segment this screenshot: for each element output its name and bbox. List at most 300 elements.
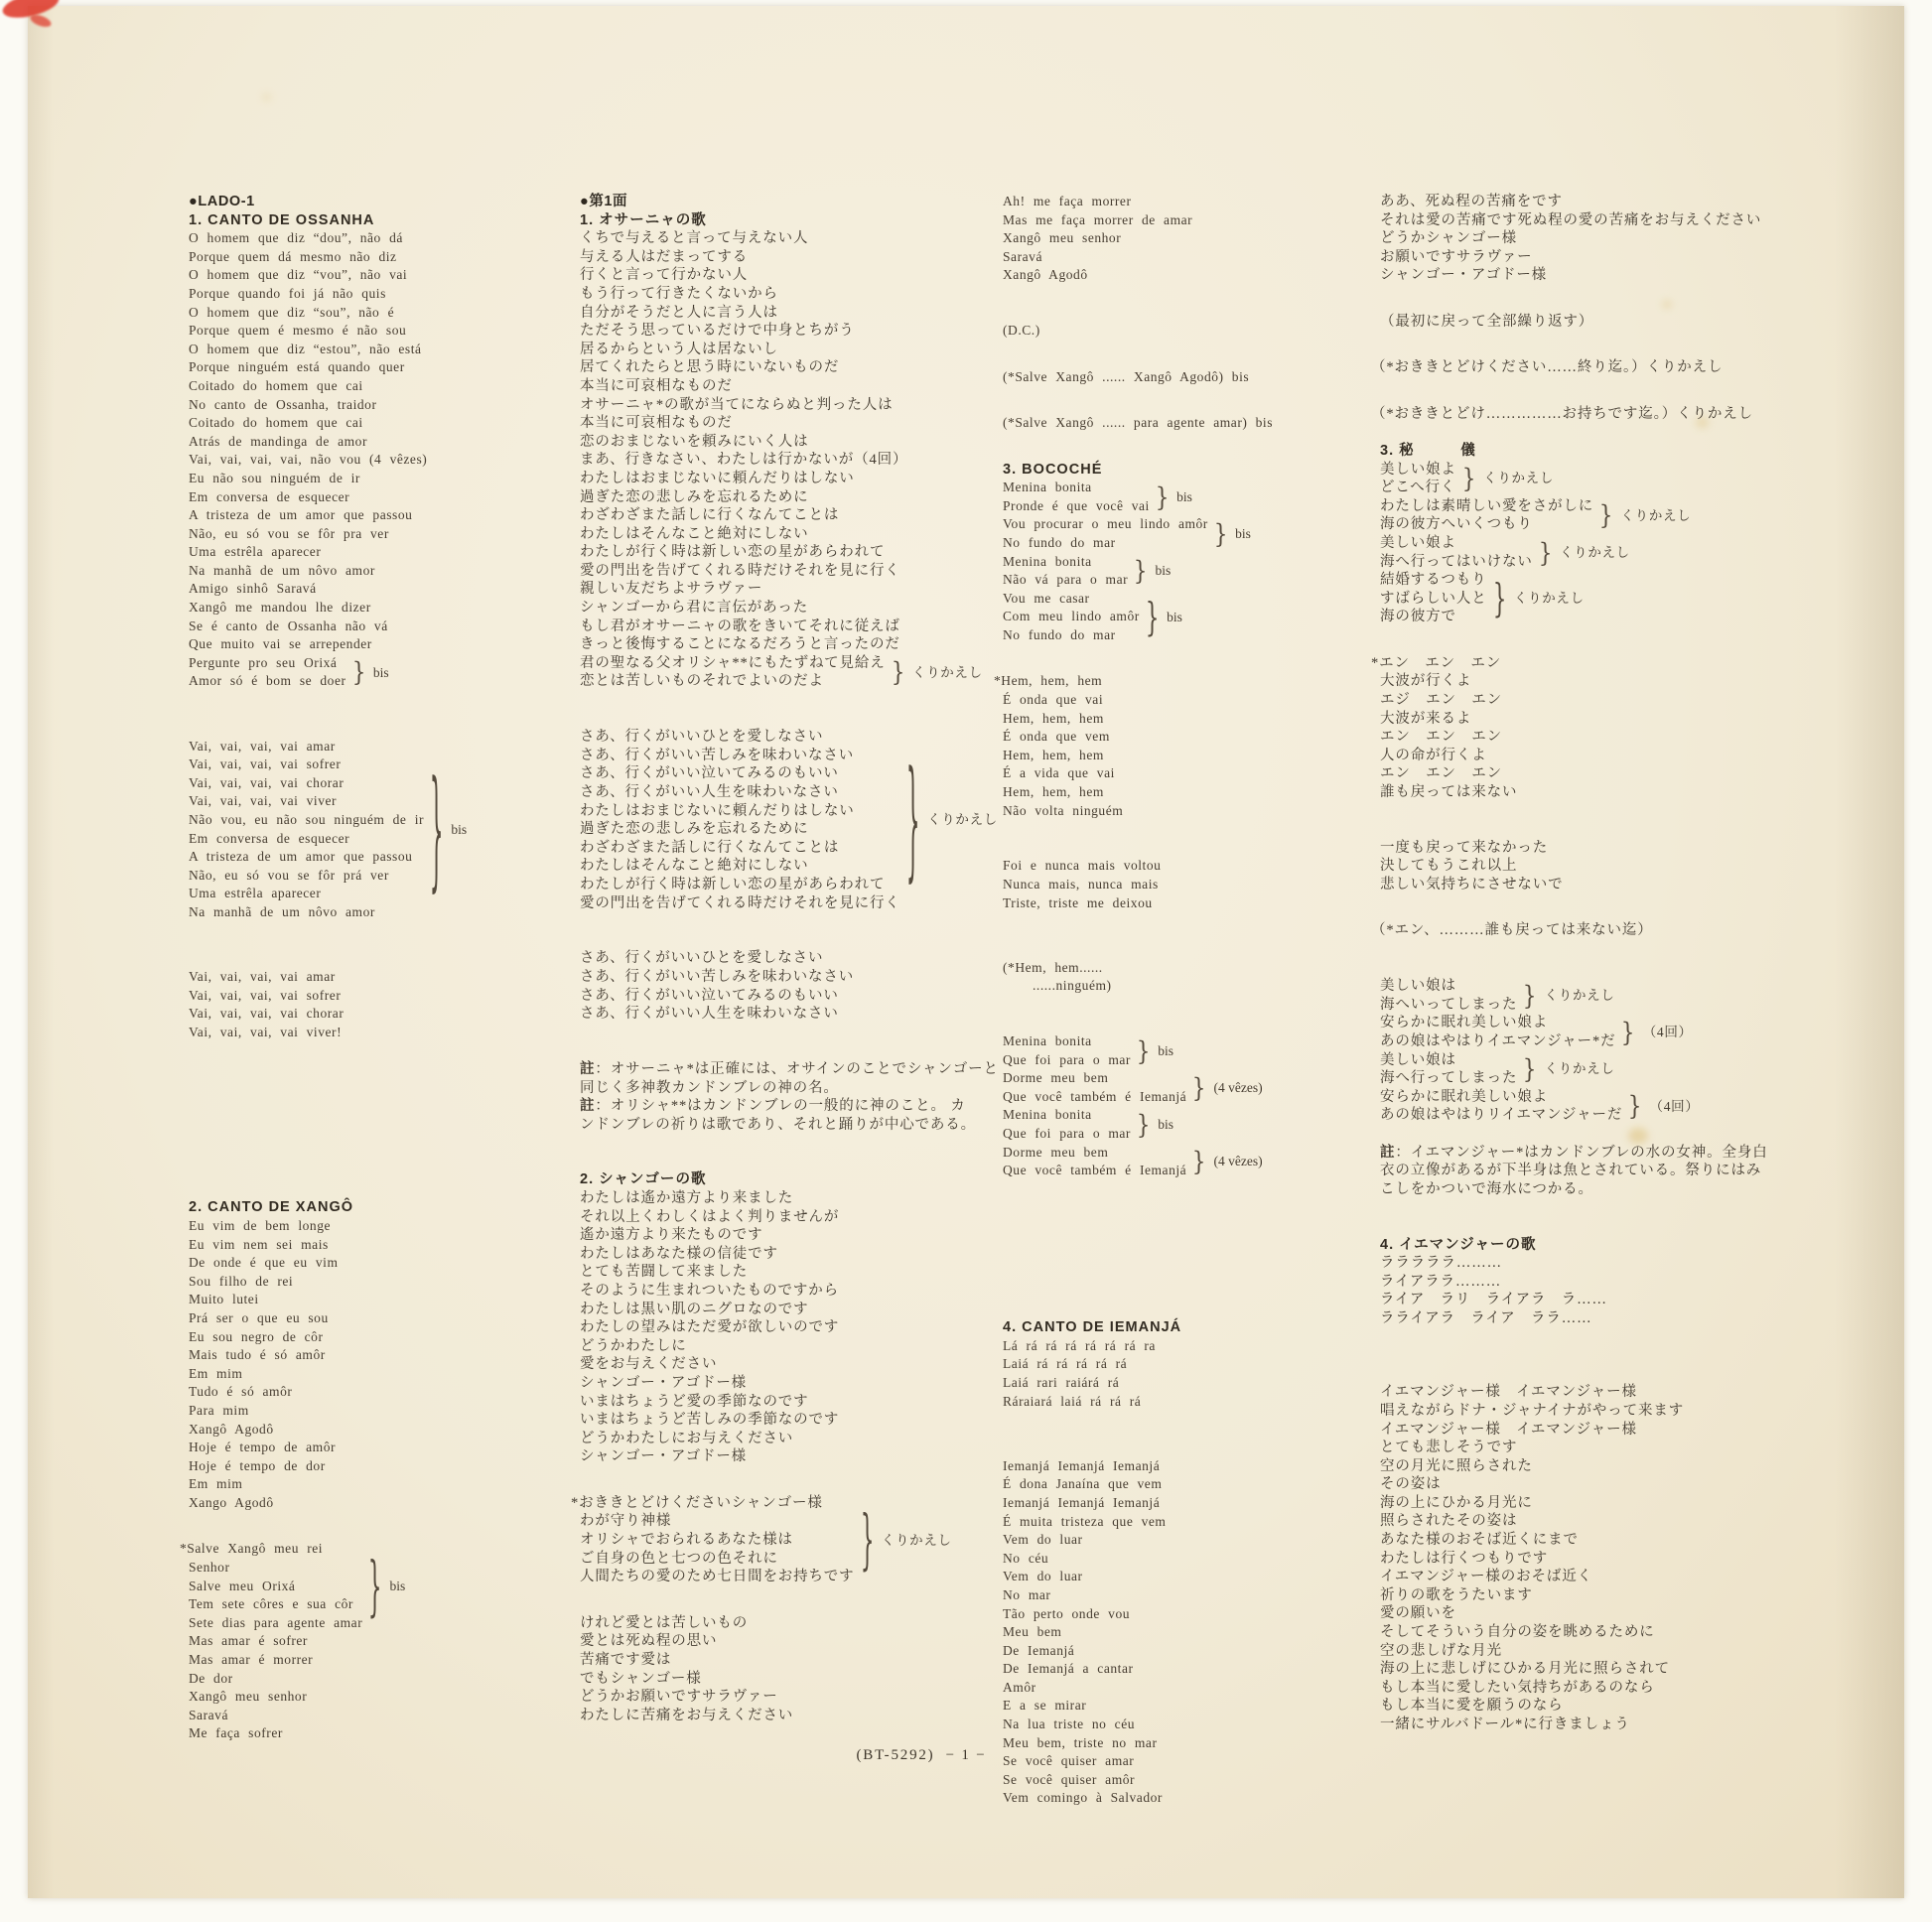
lyric-line: ライア ラリ ライアラ ラ…… xyxy=(1380,1292,1607,1308)
repeat-label: （4回） xyxy=(1649,1098,1700,1114)
lyric-line: 空の悲しげな月光 xyxy=(1380,1642,1502,1659)
lyric-line: No céu xyxy=(1003,1550,1049,1566)
lyric-line: さあ、行くがいい泣いてみるのもいい xyxy=(580,765,839,782)
lyric-line: Tão perto onde vou xyxy=(1003,1605,1131,1621)
lyric-line: いまはちょうど愛の季節なのです xyxy=(580,1393,809,1410)
repeat-brace-icon: } xyxy=(429,754,444,905)
repeat-group-lines xyxy=(580,728,900,912)
spacer xyxy=(1380,802,1881,839)
lyric-line: Ráraiará laiá rá rá rá xyxy=(1003,1393,1142,1409)
lyric-line: エジ エン エン xyxy=(1380,692,1502,709)
column-japanese-side1 xyxy=(571,193,1009,1724)
lyric-line: Me faça sofrer xyxy=(189,1725,283,1741)
repeat-group xyxy=(1380,977,1881,1014)
lyric-line: 自分がそうだと人に言う人は xyxy=(580,304,778,321)
lyric-line: Se você quiser amôr xyxy=(1003,1771,1136,1787)
repeat-label: くりかえし xyxy=(911,664,983,680)
lyric-line: Menina bonita xyxy=(1003,1033,1092,1049)
lyric-line: 君の聖なる父オリシャ**にもたずねて見給え xyxy=(580,654,886,671)
lyric-line: Sete dias para agente amar xyxy=(189,1614,363,1630)
repeat-group xyxy=(180,1540,586,1632)
lyric-line: Vou me casar xyxy=(1003,590,1090,606)
lyric-line: Porque ninguém está quando quer xyxy=(189,359,405,375)
lyric-line: Xangô Agodô xyxy=(189,1421,274,1437)
lyric-line: Que muito vai se arrepender xyxy=(189,636,372,652)
repeat-brace-icon: } xyxy=(1621,1017,1635,1048)
lyric-line: (*Salve Xangô ...... para agente amar) bis xyxy=(1003,415,1274,431)
section-heading: 4. イエマンジャーの歌 xyxy=(1380,1236,1537,1253)
lyric-line: 註：オサーニャ*は正確には、オサインのことでシャンゴーと xyxy=(580,1060,999,1077)
repeat-label: くりかえし xyxy=(1544,988,1615,1004)
lyric-line: Vem comingo à Salvador xyxy=(1003,1790,1163,1806)
lyric-line: 行くと言って行かない人 xyxy=(580,267,749,284)
section-heading: 4. CANTO DE IEMANJÁ xyxy=(1003,1319,1182,1336)
repeat-group xyxy=(1003,1032,1398,1069)
lyric-line: すばらしい人と xyxy=(1380,590,1487,607)
repeat-brace-icon: } xyxy=(891,657,905,688)
lyric-line: Prá ser o que eu sou xyxy=(189,1310,329,1325)
repeat-group xyxy=(1003,590,1398,645)
repeat-group xyxy=(189,738,586,922)
repeat-label: くりかえし xyxy=(1483,471,1555,486)
lyric-line: ああ、死ぬ程の苦痛をです xyxy=(1380,194,1563,209)
lyric-line: シャンゴー・アゴドー様 xyxy=(580,1448,748,1465)
lyric-line: Que foi para o mar xyxy=(1003,1051,1131,1067)
repeat-group-lines xyxy=(189,654,346,691)
repeat-group xyxy=(1003,1144,1398,1180)
lyric-line: わたしが行く時は新しい恋の星があらわれて xyxy=(580,544,886,561)
spacer xyxy=(1380,626,1881,654)
repeat-group-lines xyxy=(1003,1069,1186,1106)
spacer xyxy=(1380,377,1881,405)
lyric-line: 結婚するつもり xyxy=(1380,572,1487,589)
lyric-line: どうかわたしにお与えください xyxy=(580,1430,794,1446)
lyric-line: 空の月光に照らされた xyxy=(1380,1457,1533,1474)
spacer xyxy=(1003,433,1398,461)
lyric-line: Hem, hem, hem xyxy=(1003,747,1104,762)
lyric-line: わが守り神様 xyxy=(580,1513,672,1530)
repeat-brace-icon: } xyxy=(860,1502,875,1579)
repeat-group-lines xyxy=(1003,1032,1131,1069)
repeat-brace-icon: } xyxy=(1191,1146,1206,1177)
spacer xyxy=(1380,940,1881,977)
lyric-line: 誰も戻っては来ない xyxy=(1380,784,1518,800)
lyric-line: 祈りの歌をうたいます xyxy=(1380,1586,1533,1603)
lyric-line: ンドンブレの祈りは歌であり、それと踊りが中心である。 xyxy=(580,1116,977,1133)
lyric-line: Amôr xyxy=(1003,1679,1036,1695)
lyric-line: 安らかに眠れ美しい娘よ xyxy=(1380,1088,1549,1105)
lyric-line: Hoje é tempo de amôr xyxy=(189,1440,337,1455)
repeat-brace-icon: } xyxy=(905,744,920,896)
lyric-line: De onde é que eu vim xyxy=(189,1255,339,1271)
spacer xyxy=(580,912,1009,949)
repeat-brace-icon: } xyxy=(1213,518,1228,550)
catalog-number-footer: (BT-5292) − 1 − xyxy=(856,1747,987,1763)
lyric-line: Lá rá rá rá rá rá rá ra xyxy=(1003,1337,1156,1353)
spacer xyxy=(580,1134,1009,1170)
lyric-line: Na manhã de um nôvo amor xyxy=(189,562,375,578)
lyric-line: Vai, vai, vai, vai chorar xyxy=(189,1006,345,1022)
lyric-line: Não volta ninguém xyxy=(1003,802,1124,818)
lyric-line: Eu vim nem sei mais xyxy=(189,1236,329,1252)
spacer xyxy=(1380,1198,1881,1235)
repeat-group xyxy=(1380,534,1881,571)
repeat-brace-icon: } xyxy=(1523,980,1537,1012)
lyric-line: Saravá xyxy=(189,1707,228,1722)
spacer xyxy=(1380,894,1881,922)
repeat-group-lines xyxy=(1003,1144,1186,1180)
lyric-line: No mar xyxy=(1003,1586,1051,1602)
lyric-line: É onda que vem xyxy=(1003,729,1110,745)
lyric-line: 親しい友だちよサラヴァー xyxy=(580,581,763,598)
spacer xyxy=(1380,285,1881,313)
lyric-line: Vai, vai, vai, vai, não vou (4 vêzes) xyxy=(189,452,428,468)
lyric-line: 註：オリシャ**はカンドンブレの一般的に神のこと。 カ xyxy=(580,1098,966,1115)
lyric-line: さあ、行くがいい苦しみを味わいなさい xyxy=(580,747,855,763)
spacer xyxy=(1003,912,1398,959)
lyric-line: 照らされたその姿は xyxy=(1380,1513,1518,1530)
lyric-line: Pronde é que você vai xyxy=(1003,497,1150,513)
lyric-line: Menina bonita xyxy=(1003,1107,1092,1123)
lyric-line: わたしは素晴しい愛をさがしに xyxy=(1380,497,1594,514)
lyric-line: さあ、行くがいいひとを愛しなさい xyxy=(580,729,824,746)
lyric-line: 海の上に悲しげにひかる月光に照らされて xyxy=(1380,1661,1671,1678)
lyric-line: さあ、行くがいいひとを愛しなさい xyxy=(580,950,824,967)
lyric-line: Xango Agodô xyxy=(189,1494,274,1510)
lyric-line: あの娘はやはりリイエマンジャーだ xyxy=(1380,1107,1623,1124)
repeat-brace-icon: } xyxy=(1133,555,1148,587)
lyric-line: Não vá para o mar xyxy=(1003,572,1129,588)
lyric-line: 愛の門出を告げてくれる時だけそれを見に行く xyxy=(580,562,900,579)
lyric-line: シャンゴーから君に言伝があった xyxy=(580,600,809,617)
lyric-line: Xangô Agodô xyxy=(1003,267,1088,283)
lyric-line: Vai, vai, vai, vai sofrer xyxy=(189,756,342,772)
lyric-line: 人間たちの愛のため七日間をお持ちです xyxy=(580,1569,855,1585)
section-heading: 1. オサーニャの歌 xyxy=(580,211,707,228)
lyric-line: わたしはそんなこと絶対にしない xyxy=(580,525,809,542)
lyric-line: ......ninguém) xyxy=(1033,978,1112,994)
lyric-line: わざわざまた話しに行くなんてことは xyxy=(580,839,840,856)
lyric-line: Coitado do homem que cai xyxy=(189,377,363,393)
lyric-sheet xyxy=(28,6,1904,1898)
repeat-brace-icon: } xyxy=(1523,1053,1537,1085)
repeat-group xyxy=(1003,1069,1398,1106)
lyric-line: Muito lutei xyxy=(189,1292,259,1307)
lyric-line: イエマンジャー様 イエマンジャー様 xyxy=(1380,1421,1637,1438)
repeat-brace-icon: } xyxy=(1461,463,1476,494)
lyric-line: 一緒にサルバドール*に行きましょう xyxy=(1380,1716,1630,1732)
lyric-line: 与える人はだまってする xyxy=(580,248,749,265)
lyric-line: Vai, vai, vai, vai amar xyxy=(189,738,336,754)
repeat-group-lines xyxy=(1380,1014,1615,1050)
repeat-group-lines xyxy=(180,1540,363,1632)
lyric-line: けれど愛とは苦しいもの xyxy=(580,1614,749,1631)
lyric-line: わざわざまた話しに行くなんてことは xyxy=(580,507,840,524)
lyric-line: （*おききとどけください……終り迄。）くりかえし xyxy=(1371,359,1724,376)
repeat-label: くりかえし xyxy=(1513,591,1585,607)
lyric-line: Na manhã de um nôvo amor xyxy=(189,903,375,919)
spacer xyxy=(189,1513,586,1541)
lyric-line: Se você quiser amar xyxy=(1003,1753,1135,1769)
lyric-line: 居るからという人は居ないし xyxy=(580,341,778,357)
repeat-group xyxy=(1380,461,1881,497)
lyric-line: わたしはおまじないに頼んだりはしない xyxy=(580,802,855,819)
lyric-line: 安らかに眠れ美しい娘よ xyxy=(1380,1015,1549,1031)
lyric-line: シャンゴー・アゴドー様 xyxy=(580,1375,748,1391)
lyric-line: Que você também é Iemanjá xyxy=(1003,1088,1187,1104)
lyric-line: もし君がオサーニャの歌をきいてそれに従えば xyxy=(580,618,900,634)
repeat-label: くりかえし xyxy=(881,1532,952,1548)
repeat-group xyxy=(1380,497,1881,534)
lyric-line: とても苦闘して来ました xyxy=(580,1264,749,1281)
lyric-line: ご自身の色と七つの色それに xyxy=(580,1550,778,1567)
spacer xyxy=(1003,996,1398,1032)
lyric-line: 海の彼方で xyxy=(1380,609,1456,625)
repeat-group xyxy=(1003,553,1398,590)
repeat-label: （4回） xyxy=(1642,1025,1693,1040)
repeat-group xyxy=(1380,1088,1881,1125)
lyric-line: Em mim xyxy=(189,1476,243,1492)
lyric-line: さあ、行くがいい人生を味わいなさい xyxy=(580,1006,839,1023)
spacer xyxy=(1003,341,1398,368)
lyric-line: さあ、行くがいい泣いてみるのもいい xyxy=(580,987,839,1004)
lyric-line: Menina bonita xyxy=(1003,553,1092,569)
spacer xyxy=(189,1041,586,1198)
repeat-label: くりかえし xyxy=(1559,544,1630,560)
repeat-label: bis xyxy=(1158,1042,1174,1058)
repeat-label: くりかえし xyxy=(1620,507,1692,523)
lyric-line: そのように生まれついたものですから xyxy=(580,1283,839,1300)
lyric-line: Eu não sou ninguém de ir xyxy=(189,470,360,485)
lyric-line: 海へ行ってしまった xyxy=(1380,1070,1518,1087)
lyric-line: É onda que vai xyxy=(1003,692,1104,708)
lyric-line: Para mim xyxy=(189,1402,249,1418)
repeat-group xyxy=(189,654,586,691)
repeat-group xyxy=(1003,479,1398,515)
lyric-line: （*おききとどけ……………お持ちです迄。）くりかえし xyxy=(1371,405,1753,422)
lyric-line: 人の命が行くよ xyxy=(1380,747,1487,763)
lyric-line: De dor xyxy=(189,1670,233,1686)
spacer xyxy=(580,1586,1009,1614)
lyric-line: Hoje é tempo de dor xyxy=(189,1457,326,1473)
lyric-line: Mas amar é sofrer xyxy=(189,1633,308,1649)
lyric-line: Amor só é bom se doer xyxy=(189,673,346,689)
repeat-group xyxy=(580,728,1009,912)
lyric-line: 註：イエマンジャー*はカンドンブレの水の女神。全身白 xyxy=(1380,1144,1768,1161)
lyric-line: 決してもうこれ以上 xyxy=(1380,858,1518,875)
lyric-line: さあ、行くがいい人生を味わいなさい xyxy=(580,784,839,800)
lyric-line: Dorme meu bem xyxy=(1003,1070,1109,1086)
lyric-line: そしてそういう自分の姿を眺めるために xyxy=(1380,1624,1655,1641)
lyric-line: 美しい娘は xyxy=(1380,978,1456,995)
spacer xyxy=(1003,1180,1398,1319)
lyric-line: （最初に戻って全部繰り返す） xyxy=(1380,313,1594,330)
lyric-line: Atrás de mandinga de amor xyxy=(189,433,367,449)
repeat-group-lines xyxy=(1003,553,1128,590)
lyric-line: A tristeza de um amor que passou xyxy=(189,507,413,523)
lyric-line: エン エン エン xyxy=(1380,729,1502,746)
repeat-group-lines xyxy=(1380,461,1456,497)
spacer xyxy=(1380,423,1881,442)
lyric-line: 悲しい気持ちにさせないで xyxy=(1380,876,1564,892)
repeat-group xyxy=(1003,1106,1398,1143)
lyric-line: Triste, triste me deixou xyxy=(1003,894,1153,910)
repeat-group xyxy=(1380,571,1881,626)
lyric-line: 海へいってしまった xyxy=(1380,996,1518,1013)
lyric-line: Saravá xyxy=(1003,248,1042,264)
lyric-line: (*Hem, hem...... xyxy=(1003,959,1103,975)
repeat-label: (4 vêzes) xyxy=(1213,1080,1263,1096)
lyric-line: 愛の門出を告げてくれる時だけそれを見に行く xyxy=(580,894,900,911)
lyric-line: Não, eu só vou se fôr pra ver xyxy=(189,525,389,541)
lyric-line: 本当に可哀相なものだ xyxy=(580,415,733,432)
repeat-brace-icon: } xyxy=(1628,1091,1642,1122)
spacer xyxy=(1380,1125,1881,1144)
repeat-group-lines xyxy=(1380,1088,1622,1125)
lyric-line: O homem que diz “vou”, não vai xyxy=(189,267,408,283)
lyric-line: さあ、行くがいい苦しみを味わいなさい xyxy=(580,968,855,985)
lyric-line: Vai, vai, vai, vai viver! xyxy=(189,1024,343,1039)
lyric-line: もう行って行きたくないから xyxy=(580,285,778,302)
lyric-line: Xangô me mandou lhe dizer xyxy=(189,600,371,616)
column-japanese-side1-continued xyxy=(1371,193,1881,1734)
lyric-line: *エン エン エン xyxy=(1371,654,1502,671)
repeat-brace-icon: } xyxy=(1538,537,1553,568)
lyric-line: どうかわたしに xyxy=(580,1337,687,1354)
repeat-brace-icon: } xyxy=(1145,594,1160,640)
lyric-line: 唱えながらドナ・ジャナイナがやって来ます xyxy=(1380,1402,1685,1419)
repeat-label: bis xyxy=(1155,563,1172,579)
repeat-brace-icon: } xyxy=(1492,576,1507,622)
column-portuguese-side1 xyxy=(180,193,586,1743)
lyric-line: 美しい娘は xyxy=(1380,1051,1456,1068)
lyric-line: その姿は xyxy=(1380,1476,1442,1493)
lyric-line: Em mim xyxy=(189,1365,243,1381)
section-heading: 3. 秘 儀 xyxy=(1380,443,1476,460)
lyric-line: Iemanjá Iemanjá Iemanjá xyxy=(1003,1494,1161,1510)
repeat-group-lines xyxy=(1380,534,1533,571)
lyric-line: わたしの望みはただ愛が欲しいのです xyxy=(580,1319,840,1336)
lyric-line: 本当に可哀相なものだ xyxy=(580,377,733,394)
repeat-label: bis xyxy=(1158,1117,1174,1133)
lyric-line: De Iemanjá a cantar xyxy=(1003,1661,1134,1677)
repeat-group xyxy=(1380,1051,1881,1088)
lyric-line: イエマンジャー様 イエマンジャー様 xyxy=(1380,1384,1637,1401)
lyric-line: O homem que diz “sou”, não é xyxy=(189,304,395,320)
lyric-line: 愛をお与えください xyxy=(580,1356,718,1373)
lyric-line: *Hem, hem, hem xyxy=(994,673,1103,689)
spacer xyxy=(189,921,586,968)
lyric-line: Vem do luar xyxy=(1003,1569,1083,1584)
section-heading: 2. CANTO DE XANGÔ xyxy=(189,1199,354,1216)
lyric-line: わたしはそんなこと絶対にしない xyxy=(580,858,809,875)
lyric-line: O homem que diz “estou”, não está xyxy=(189,341,422,356)
spacer xyxy=(580,1466,1009,1494)
lyric-line: Uma estrêla aparecer xyxy=(189,544,322,560)
lyric-line: Na lua triste no céu xyxy=(1003,1716,1136,1732)
repeat-brace-icon: } xyxy=(1136,1035,1151,1066)
lyric-line: お願いですサラヴァー xyxy=(1380,248,1533,265)
lyric-line: わたしが行く時は新しい恋の星があらわれて xyxy=(580,876,886,892)
lyric-line: Xangô meu senhor xyxy=(189,1689,308,1705)
lyric-line: わたしは遙か遠方より来ました xyxy=(580,1190,794,1207)
spacer xyxy=(1003,1411,1398,1457)
lyric-line: É a vida que vai xyxy=(1003,765,1115,781)
lyric-line: 居てくれたらと思う時にいないものだ xyxy=(580,359,840,376)
lyric-line: Vem do luar xyxy=(1003,1532,1083,1548)
spacer xyxy=(1003,285,1398,322)
lyric-line: Vai, vai, vai, vai viver xyxy=(189,793,338,809)
repeat-label: bis xyxy=(389,1579,406,1594)
lyric-line: オリシャでおられるあなた様は xyxy=(580,1532,793,1549)
lyric-line: Em conversa de esquecer xyxy=(189,830,350,846)
lyric-line: Não, eu só vou se fôr prá ver xyxy=(189,867,389,883)
lyric-line: もし本当に愛を願うのなら xyxy=(1380,1698,1564,1715)
lyric-line: まあ、行きなさい、わたしは行かないが（4回） xyxy=(580,452,908,469)
lyric-line: 恋のおまじないを頼みにいく人は xyxy=(580,433,809,450)
lyric-line: あの娘はやはりイエマンジャー*だ xyxy=(1380,1033,1616,1050)
lyric-line: 海の彼方へいくつもり xyxy=(1380,516,1533,533)
repeat-label: bis xyxy=(1176,489,1192,505)
lyric-line: （*エン、………誰も戻っては来ない迄） xyxy=(1371,922,1653,939)
lyric-line: Menina bonita xyxy=(1003,480,1092,495)
spacer xyxy=(580,1024,1009,1060)
lyric-line: Meu bem xyxy=(1003,1624,1062,1640)
lyric-line: イエマンジャー様のおそば近く xyxy=(1380,1569,1592,1585)
lyric-line: 大波が来るよ xyxy=(1380,710,1472,727)
lyric-line: A tristeza de um amor que passou xyxy=(189,849,413,865)
lyric-line: Laiá rari raiárá rá xyxy=(1003,1375,1120,1391)
repeat-group-lines xyxy=(1003,479,1150,515)
repeat-group-lines xyxy=(1380,571,1487,626)
lyric-line: Coitado do homem que cai xyxy=(189,415,363,431)
lyric-line: No fundo do mar xyxy=(1003,626,1116,642)
repeat-brace-icon: } xyxy=(368,1548,382,1625)
lyric-line: ラララララ……… xyxy=(1380,1255,1502,1272)
repeat-group-lines xyxy=(1380,497,1593,534)
spacer xyxy=(1003,645,1398,673)
lyric-line: Porque quem é mesmo é não sou xyxy=(189,323,407,339)
lyric-line: こしをかついで海水につかる。 xyxy=(1380,1180,1593,1197)
lyric-line: Vai, vai, vai, vai chorar xyxy=(189,774,345,790)
lyric-line: 美しい娘よ xyxy=(1380,534,1456,551)
lyric-line: Que foi para o mar xyxy=(1003,1126,1131,1141)
lyric-line: E a se mirar xyxy=(1003,1698,1087,1714)
lyric-line: Vai, vai, vai, vai sofrer xyxy=(189,987,342,1003)
repeat-brace-icon: } xyxy=(1191,1072,1206,1104)
lyric-line: どうかシャンゴー様 xyxy=(1380,230,1518,247)
lyric-line: Laiá rá rá rá rá rá xyxy=(1003,1356,1128,1372)
lyric-line: きっと後悔することになるだろうと言ったのだ xyxy=(580,636,900,653)
lyric-line: Mais tudo é só amôr xyxy=(189,1347,326,1363)
lyric-line: De Iemanjá xyxy=(1003,1642,1075,1658)
repeat-group-lines xyxy=(189,738,424,922)
lyric-line: 海へ行ってはいけない xyxy=(1380,553,1533,570)
repeat-group xyxy=(571,1494,1009,1586)
lyric-line: 遙か遠方より来たものです xyxy=(580,1227,763,1244)
lyric-line: No fundo do mar xyxy=(1003,534,1116,550)
repeat-group-lines xyxy=(1003,515,1208,552)
repeat-brace-icon: } xyxy=(351,657,366,688)
lyric-line: いまはちょうど苦しみの季節なのです xyxy=(580,1412,840,1429)
side-label: ●LADO-1 xyxy=(189,194,255,209)
repeat-group-lines xyxy=(580,654,886,691)
repeat-label: (4 vêzes) xyxy=(1213,1154,1263,1169)
section-heading: 1. CANTO DE OSSANHA xyxy=(189,211,375,228)
lyric-line: Ah! me faça morrer xyxy=(1003,194,1132,208)
lyric-line: *Salve Xangô meu rei xyxy=(180,1541,324,1557)
lyric-line: Hem, hem, hem xyxy=(1003,710,1104,726)
